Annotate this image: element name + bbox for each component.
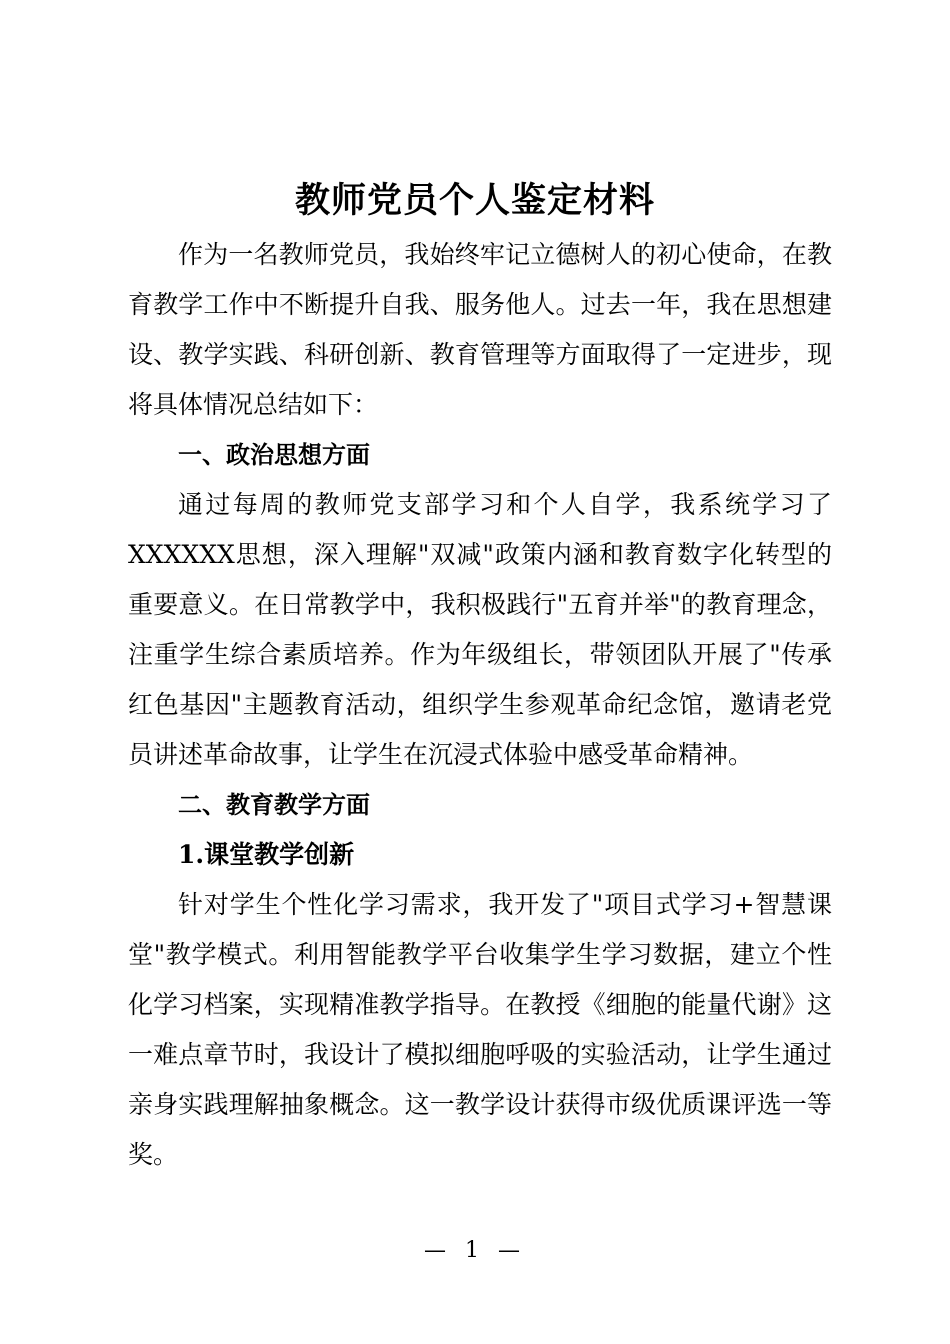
document-body — [128, 230, 832, 1180]
page-number: — 1 — — [424, 1238, 526, 1263]
classroom-paragraph: 针对学生个性化学习需求，我开发了"项目式学习+智慧课堂"教学模式。利用智能教学平台收集学生学习数据，建立个性化学习档案，实现精准教学指导。在教授《细胞的能量代谢》这一难点章节时，我设计了模拟细胞呼吸的实验活动，让学生通过亲身实践理解抽象概念。这一教学设计获得市级优质课评选一等奖。 — [128, 890, 832, 1169]
intro-paragraph: 作为一名教师党员，我始终牢记立德树人的初心使命，在教育教学工作中不断提升自我、服务他人。过去一年，我在思想建设、教学实践、科研创新、教育管理等方面取得了一定进步，现将具体情况总结如下： — [128, 240, 832, 419]
political-paragraph: 通过每周的教师党支部学习和个人自学，我系统学习了XXXXXX思想，深入理解"双减"政策内涵和教育数字化转型的重要意义。在日常教学中，我积极践行"五育并举"的教育理念，注重学生综合素质培养。作为年级组长，带领团队开展了"传承红色基因"主题教育活动，组织学生参观革命纪念馆，邀请老党员讲述革命故事，让学生在沉浸式体验中感受革命精神。 — [128, 490, 832, 769]
section-heading-political: 一、政治思想方面 — [178, 441, 370, 469]
section-heading-teaching: 二、教育教学方面 — [178, 791, 370, 819]
subsection-heading-classroom: 1.课堂教学创新 — [178, 840, 355, 869]
document-title: 教师党员个人鉴定材料 — [294, 180, 655, 221]
